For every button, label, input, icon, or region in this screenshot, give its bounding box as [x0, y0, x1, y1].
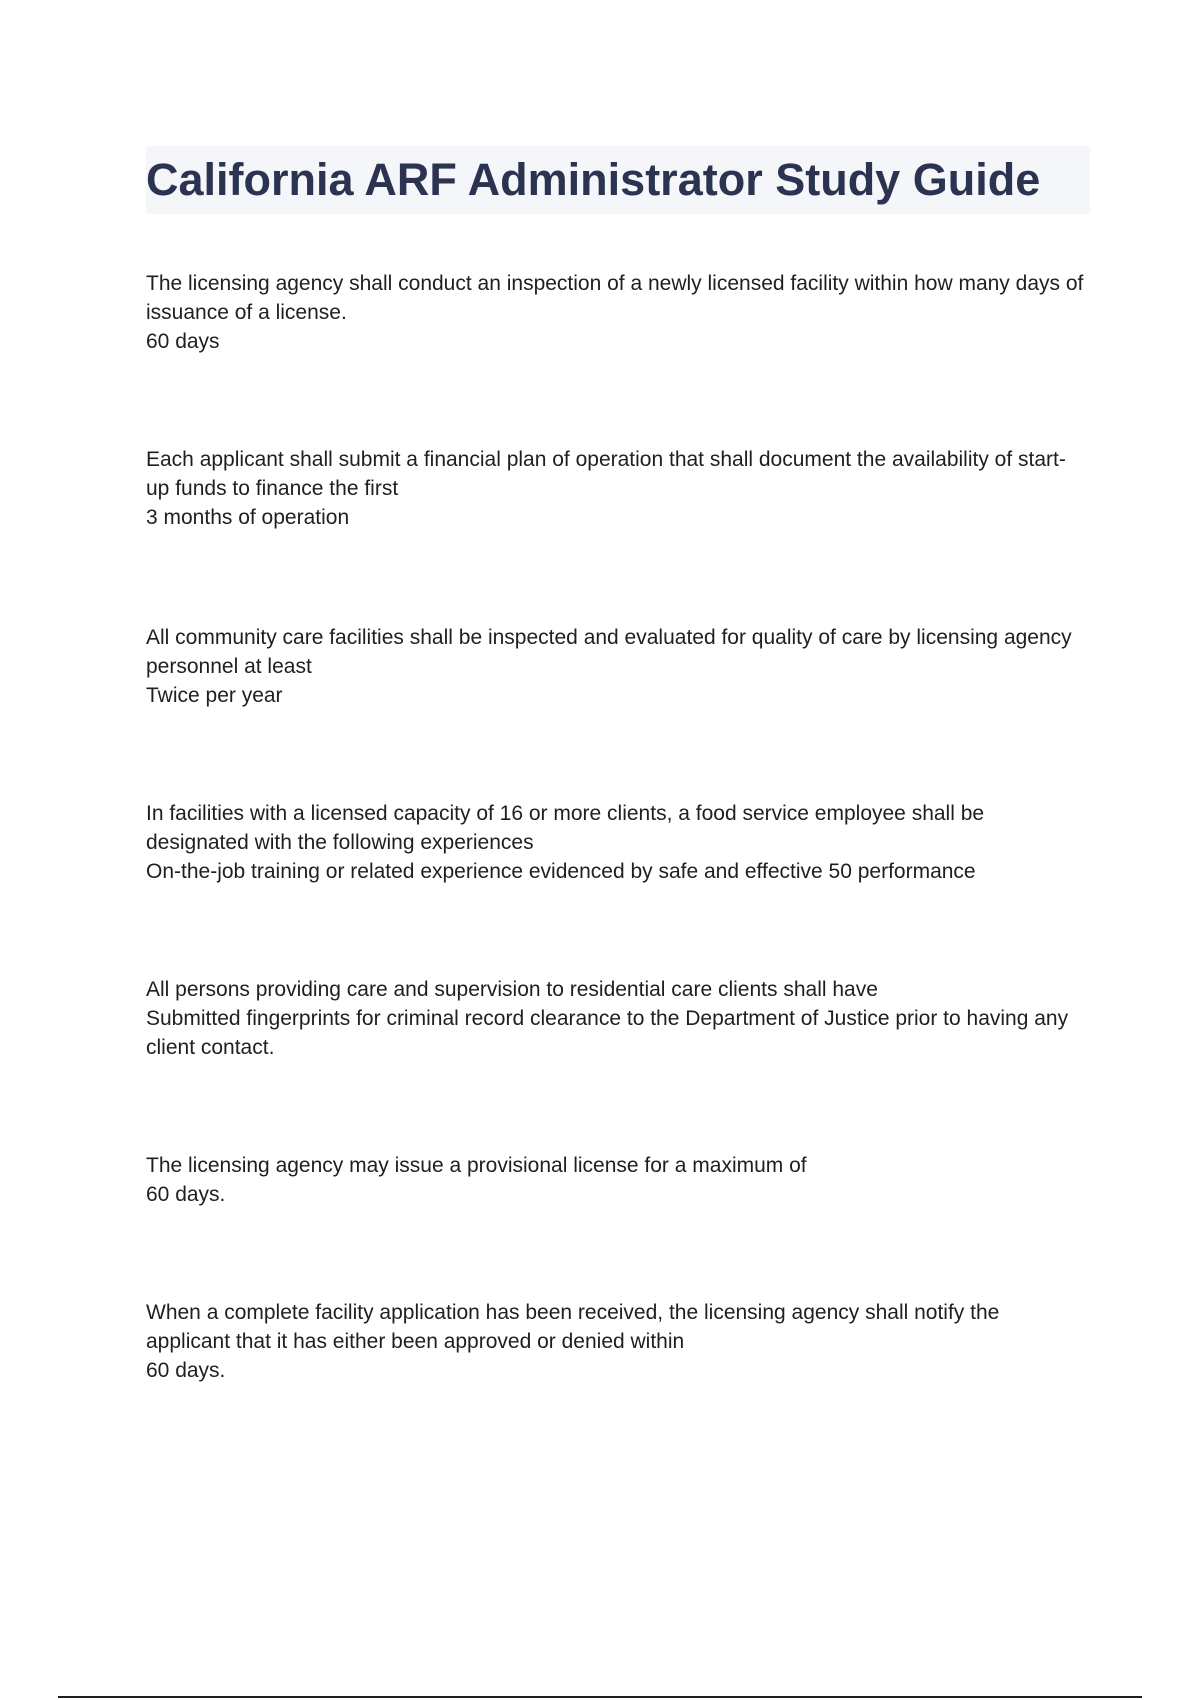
qa-item: [146, 623, 1086, 710]
page-title: California ARF Administrator Study Guide: [146, 154, 1041, 205]
answer-text: 3 months of operation: [146, 506, 350, 529]
answer-text: 60 days.: [146, 1359, 226, 1382]
question-text: The licensing agency shall conduct an inspection of a newly licensed facility within how many days of issuance of a license.: [146, 272, 1084, 324]
answer-text: Submitted fingerprints for criminal record clearance to the Department of Justice prior to having any client contact.: [146, 1007, 1069, 1059]
question-text: In facilities with a licensed capacity of 16 or more clients, a food service employee shall be designated with the following experiences: [146, 802, 985, 854]
qa-item: [146, 445, 1086, 532]
answer-text: 60 days: [146, 330, 220, 353]
answer-text: 60 days.: [146, 1183, 226, 1206]
question-text: All persons providing care and supervision to residential care clients shall have: [146, 978, 878, 1001]
question-text: All community care facilities shall be inspected and evaluated for quality of care by licensing agency personnel at least: [146, 626, 1072, 678]
qa-item: [146, 1298, 1086, 1385]
answer-text: Twice per year: [146, 684, 283, 707]
qa-item: [146, 799, 1086, 886]
qa-item: [146, 1151, 1086, 1209]
question-text: The licensing agency may issue a provisional license for a maximum of: [146, 1154, 807, 1177]
qa-item: [146, 975, 1086, 1062]
question-text: Each applicant shall submit a financial plan of operation that shall document the availability of start-up funds to finance the first: [146, 448, 1066, 500]
answer-text: On-the-job training or related experience evidenced by safe and effective 50 performance: [146, 860, 976, 883]
qa-item: [146, 269, 1086, 356]
question-text: When a complete facility application has been received, the licensing agency shall notify the applicant that it has either been approved or denied within: [146, 1301, 1000, 1353]
footer-divider: [58, 1696, 1142, 1698]
